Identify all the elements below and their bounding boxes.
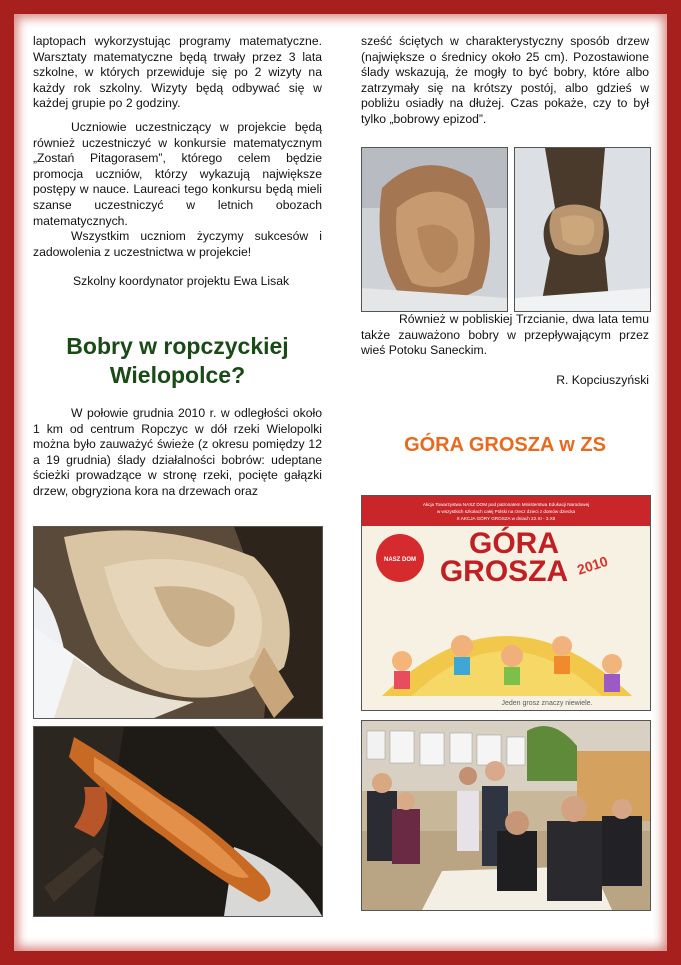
beaver-stump-photo-3 bbox=[361, 147, 508, 312]
beavers-headline: Bobry w ropczyckiej Wielopolce? bbox=[66, 333, 289, 388]
wishes-paragraph: Wszystkim uczniom życzymy sukcesów i zadowolenia z uczestnictwa w projekcie! bbox=[33, 229, 322, 259]
beavers-paragraph-2: sześć ściętych w charakterystyczny sposób drzew (największe o średnicy około 25 cm). Pozostawione ślady wskazują, że mogły to być bobry, które albo zatrzymały się na krótszy postój, albo gdzieś w pobliżu osiadły na dłużej. Czas pokaże, czy to był tylko „bobrowy epizod”. bbox=[361, 34, 649, 126]
poster-line-3: X AKCJA GÓRY GROSZA w dniach 22.XI - 3.XII bbox=[456, 516, 556, 521]
author-signature: R. Kopciuszyński bbox=[556, 372, 649, 387]
poster-badge-text: NASZ DOM bbox=[384, 557, 416, 563]
poster-year: 2010 bbox=[575, 552, 610, 578]
intro-paragraph: laptopach wykorzystując programy matematyczne. Warsztaty matematyczne będą trwały przez 3 lata szkolne, w których przewiduje się po 2 wizyty na każdy rok szkolny. Wizyty będą odbywać się w każdej grupie po 2 godziny. bbox=[33, 34, 322, 111]
beaver-stump-photo-4 bbox=[514, 147, 651, 312]
gora-grosza-poster-photo bbox=[361, 495, 651, 711]
poster-line-1: Akcja Towarzystwa NASZ DOM pod patronatem Ministerstwa Edukacji Narodowej bbox=[422, 502, 590, 507]
tree-stump-image bbox=[362, 148, 507, 311]
beavers-article-start bbox=[33, 406, 322, 500]
right-column bbox=[361, 34, 649, 128]
gora-grosza-headline: GÓRA GROSZA w ZS bbox=[404, 434, 606, 456]
poster-tagline: Jeden grosz znaczy niewiele. bbox=[501, 700, 593, 707]
classroom-photo bbox=[361, 720, 651, 911]
poster-title-grosza: GROSZA bbox=[439, 555, 569, 588]
cut-trunk-image bbox=[515, 148, 650, 311]
beaver-branch-photo-2 bbox=[33, 726, 323, 917]
gnawed-branch-image bbox=[34, 727, 322, 916]
beavers-paragraph-1: W połowie grudnia 2010 r. w odległości około 1 km od centrum Ropczyc w dół rzeki Wielopolki można było zauważyć świeże (z okresu pomiędzy 12 a 19 grudnia) ślady działalności bobrów: udeptane ścieżki prowadzące w stronę rzeki, pocięte gałązki drzew, obgryziona kora na drzewach oraz bbox=[33, 406, 322, 498]
gnawed-stump-image bbox=[34, 527, 322, 718]
contest-paragraph: Uczniowie uczestniczący w projekcie będą również uczestniczyć w konkursie matematycznym „Zostań Pitagorasem”, którego celem będzie promocja uczniów, którzy wykazują największe postępy w nauce. Laureaci tego konkursu będą mieli szanse uczestniczyć w letnich obozach matematycznych. bbox=[33, 119, 322, 228]
beavers-continuation bbox=[361, 312, 649, 387]
left-column bbox=[33, 34, 322, 288]
beavers-paragraph-3: Również w pobliskiej Trzcianie, dwa lata temu także zauważono bobry w przepływającym przez wieś Potoku Saneckim. bbox=[361, 312, 649, 358]
poster-line-2: w wszystkich szkołach całej Polski na rzecz dzieci z domów dziecka bbox=[436, 509, 576, 514]
beaver-stump-photo-1 bbox=[33, 526, 323, 719]
students-classroom-image bbox=[362, 721, 650, 910]
poster-image bbox=[362, 496, 650, 710]
poster-title-gora: GÓRA bbox=[469, 527, 559, 560]
coordinator-signature: Szkolny koordynator projektu Ewa Lisak bbox=[73, 274, 290, 289]
